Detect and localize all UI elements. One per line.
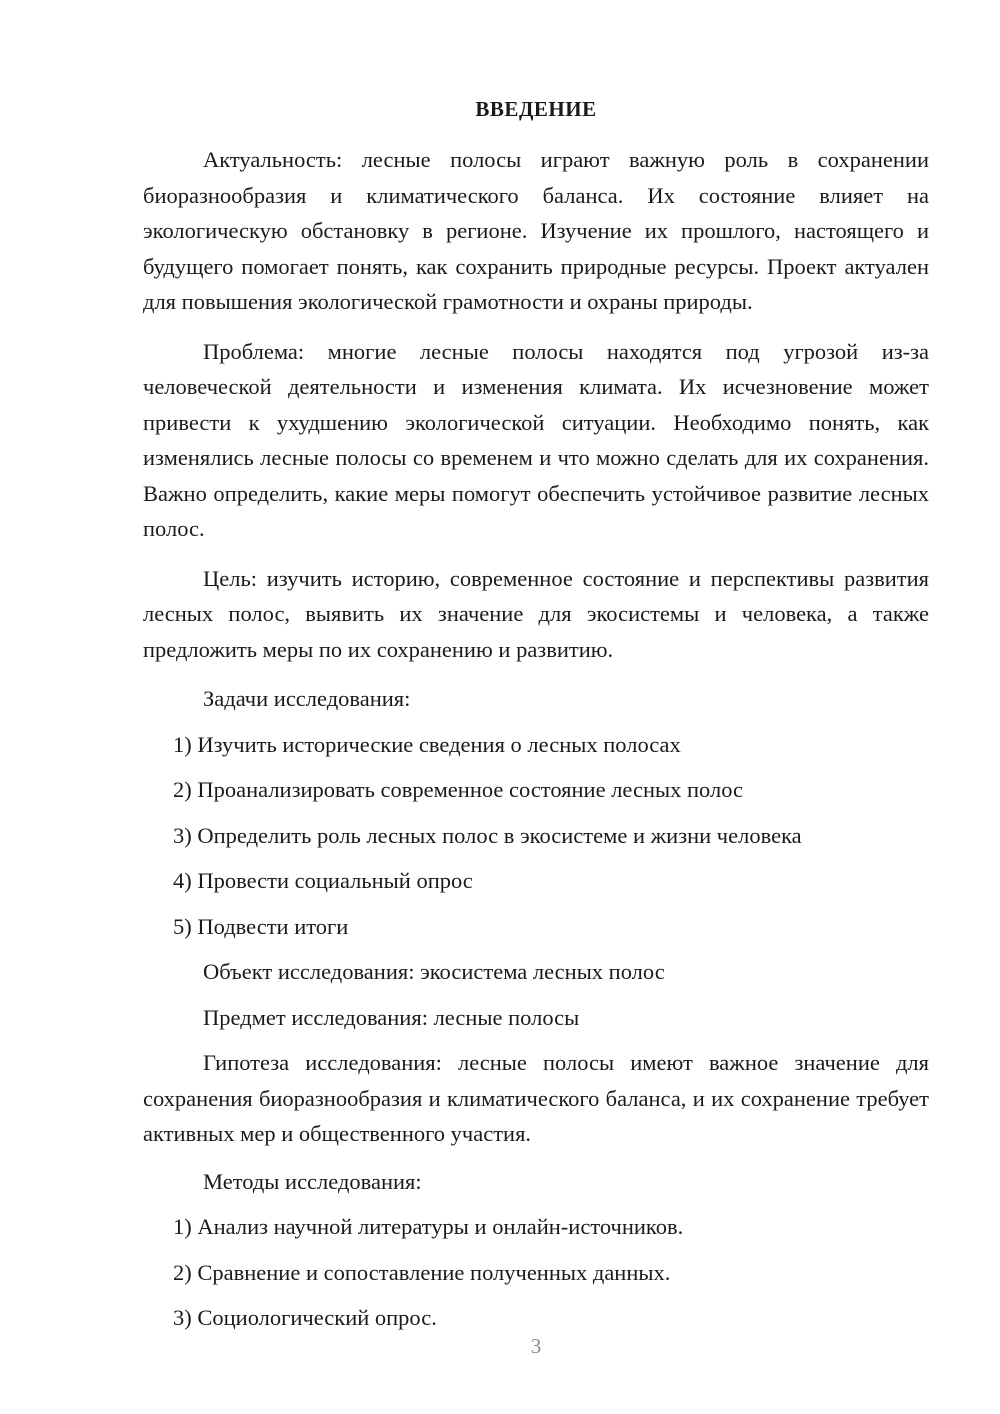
method-item: 1) Анализ научной литературы и онлайн-источников. [173, 1214, 684, 1239]
hypothesis-paragraph: Гипотеза исследования: лесные полосы имеют важное значение для сохранения биоразнообразия и климатического баланса, и их сохранение требует активных мер и общественного участия. [143, 1050, 929, 1146]
research-object: Объект исследования: экосистема лесных полос [203, 959, 665, 984]
document-page [143, 92, 929, 1346]
task-item: 4) Провести социальный опрос [173, 868, 473, 893]
goal-paragraph: Цель: изучить историю, современное состояние и перспективы развития лесных полос, выявить их значение для экосистемы и человека, а также предложить меры по их сохранению и развитию. [143, 565, 929, 662]
problem-paragraph: Проблема: многие лесные полосы находятся под угрозой из-за человеческой деятельности и изменения климата. Их исчезновение может привести к ухудшению экологической ситуации. Необходимо понять, как изменялись лесные полосы со временем и что можно сделать для их сохранения. Важно определить, какие меры помогут обеспечить устойчивое развитие лесных полос. [143, 338, 929, 541]
relevance-paragraph: Актуальность: лесные полосы играют важную роль в сохранении биоразнообразия и климатического баланса. Их состояние влияет на экологическую обстановку в регионе. Изучение их прошлого, настоящего и будущего помогает понять, как сохранить природные ресурсы. Проект актуален для повышения экологической грамотности и охраны природы. [143, 147, 929, 314]
task-item: 1) Изучить исторические сведения о лесных полосах [173, 731, 681, 757]
tasks-list [143, 727, 929, 945]
tasks-heading: Задачи исследования: [203, 686, 411, 711]
section-title: ВВЕДЕНИЕ [475, 97, 597, 121]
task-item: 3) Определить роль лесных полос в экосистеме и жизни человека [173, 822, 802, 848]
task-item: 2) Проанализировать современное состояние лесных полос [173, 777, 744, 802]
methods-list [143, 1209, 929, 1336]
research-subject: Предмет исследования: лесные полосы [203, 1004, 580, 1030]
methods-heading: Методы исследования: [203, 1168, 422, 1194]
method-item: 3) Социологический опрос. [173, 1305, 437, 1330]
method-item: 2) Сравнение и сопоставление полученных данных. [173, 1259, 671, 1285]
page-number: 3 [530, 1334, 542, 1358]
task-item: 5) Подвести итоги [173, 913, 349, 939]
